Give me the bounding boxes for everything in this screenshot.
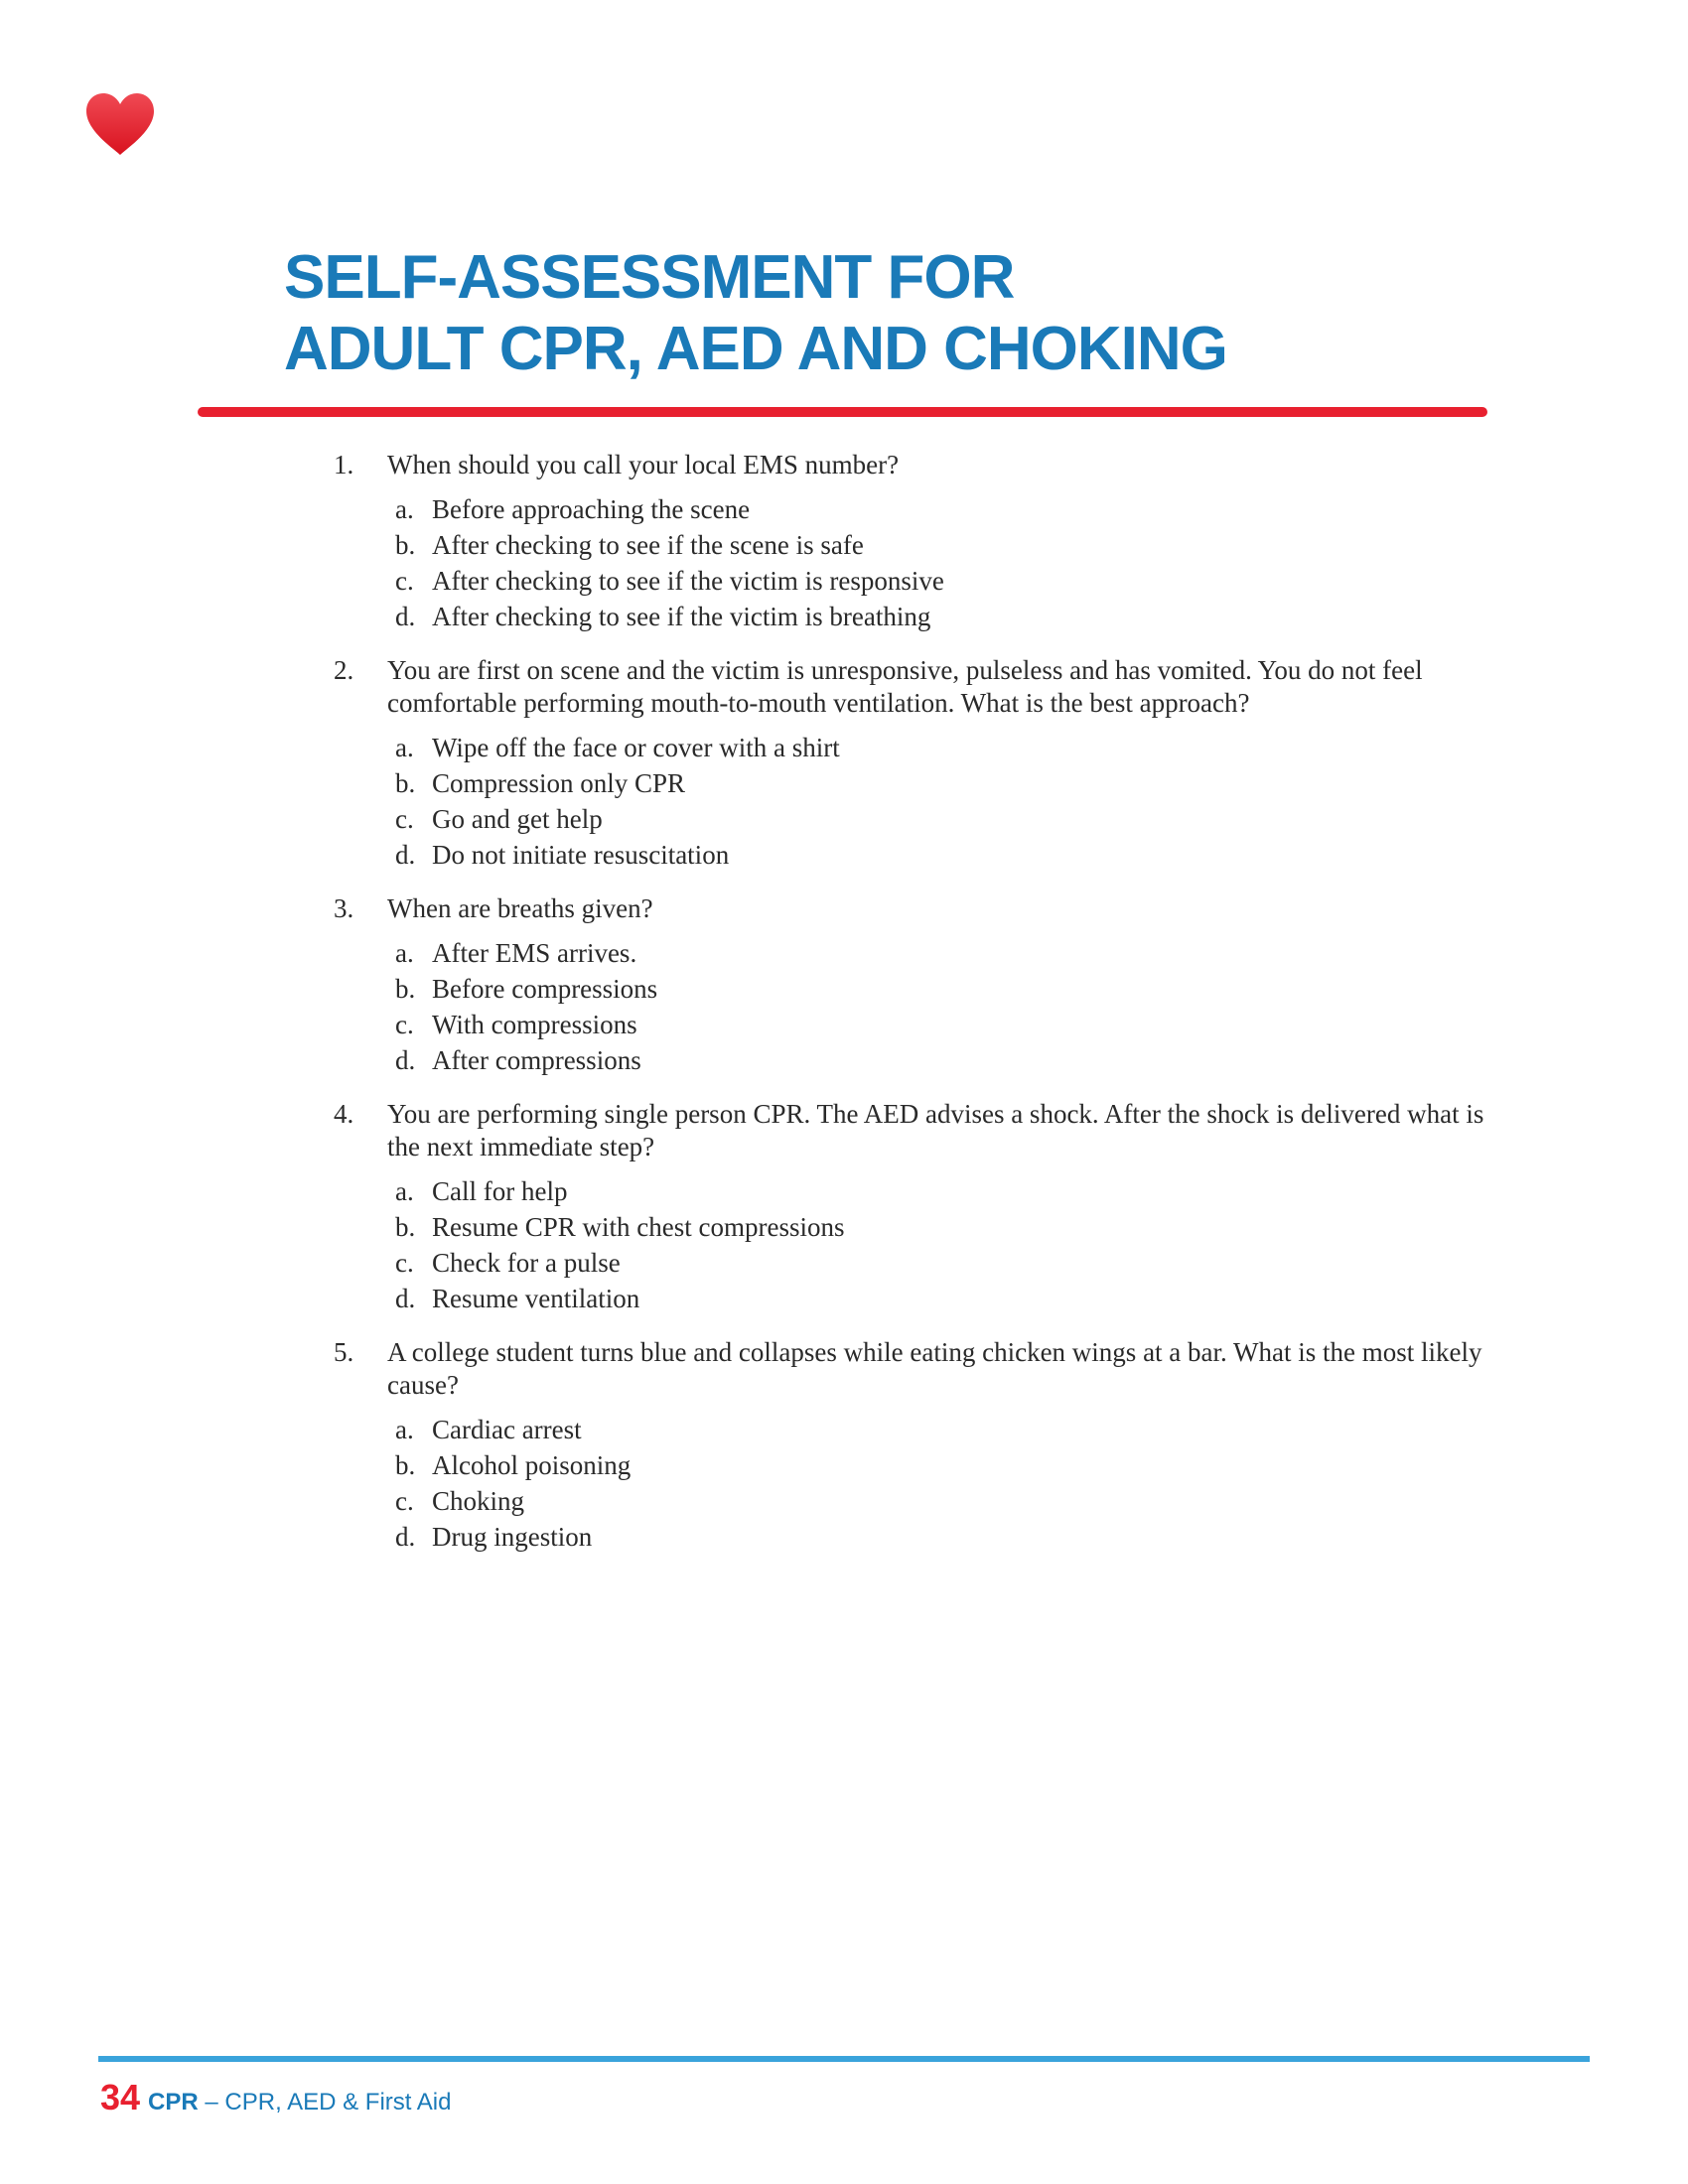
footer-subtitle: – CPR, AED & First Aid: [198, 2089, 452, 2116]
question-3: [334, 892, 1485, 1078]
option-c: [395, 801, 1485, 837]
option-text: Do not initiate resuscitation: [432, 840, 730, 870]
option-text: Call for help: [432, 1176, 568, 1206]
option-text: Wipe off the face or cover with a shirt: [432, 733, 840, 762]
question-2: [334, 654, 1485, 873]
option-text: After checking to see if the scene is safe: [432, 530, 864, 560]
option-text: Drug ingestion: [432, 1522, 593, 1552]
option-b: [395, 971, 1485, 1007]
question-text: You are performing single person CPR. The AED advises a shock. After the shock is delivered what is the next immediate step?: [387, 1099, 1484, 1161]
option-list: [334, 1173, 1485, 1316]
option-letter: b.: [395, 768, 416, 798]
option-text: After EMS arrives.: [432, 938, 637, 968]
question-text: A college student turns blue and collapses while eating chicken wings at a bar. What is the most likely cause?: [387, 1337, 1482, 1400]
page-number: 34: [100, 2077, 141, 2117]
option-d: [395, 837, 1485, 873]
option-letter: d.: [395, 1045, 416, 1075]
option-text: After compressions: [432, 1045, 641, 1075]
option-text: Before compressions: [432, 974, 658, 1004]
option-letter: c.: [395, 1248, 414, 1278]
question-number: 3.: [334, 893, 354, 923]
question-text: When should you call your local EMS number?: [387, 450, 900, 479]
option-letter: d.: [395, 1284, 416, 1313]
option-a: [395, 491, 1485, 527]
option-list: [334, 730, 1485, 873]
option-letter: d.: [395, 602, 416, 631]
option-text: After checking to see if the victim is breathing: [432, 602, 931, 631]
question-4: [334, 1098, 1485, 1316]
option-text: Go and get help: [432, 804, 603, 834]
option-a: [395, 935, 1485, 971]
option-text: Resume CPR with chest compressions: [432, 1212, 845, 1242]
option-letter: d.: [395, 1522, 416, 1552]
option-letter: c.: [395, 566, 414, 596]
page-title: [284, 242, 1476, 385]
option-text: Alcohol poisoning: [432, 1450, 632, 1480]
page-footer: [100, 2077, 451, 2118]
option-text: Cardiac arrest: [432, 1415, 582, 1444]
title-line-2: ADULT CPR, AED AND CHOKING: [284, 315, 1227, 383]
option-letter: a.: [395, 733, 414, 762]
question-5: [334, 1336, 1485, 1555]
option-b: [395, 527, 1485, 563]
option-letter: a.: [395, 1176, 414, 1206]
option-d: [395, 1519, 1485, 1555]
option-list: [334, 935, 1485, 1078]
option-a: [395, 730, 1485, 765]
option-b: [395, 1447, 1485, 1483]
option-text: Compression only CPR: [432, 768, 686, 798]
option-a: [395, 1173, 1485, 1209]
option-letter: a.: [395, 938, 414, 968]
option-letter: b.: [395, 1212, 416, 1242]
option-b: [395, 765, 1485, 801]
footer-divider: [98, 2056, 1590, 2062]
question-number: 1.: [334, 450, 354, 479]
option-b: [395, 1209, 1485, 1245]
option-letter: c.: [395, 804, 414, 834]
option-letter: d.: [395, 840, 416, 870]
option-letter: a.: [395, 494, 414, 524]
option-c: [395, 563, 1485, 599]
option-list: [334, 491, 1485, 634]
option-text: Check for a pulse: [432, 1248, 621, 1278]
question-number: 5.: [334, 1337, 354, 1367]
question-number: 4.: [334, 1099, 354, 1129]
heart-icon: [84, 91, 156, 157]
title-line-1: SELF-ASSESSMENT FOR: [284, 243, 1015, 312]
option-list: [334, 1412, 1485, 1555]
option-a: [395, 1412, 1485, 1447]
option-letter: b.: [395, 1450, 416, 1480]
question-number: 2.: [334, 655, 354, 685]
question-text: You are first on scene and the victim is unresponsive, pulseless and has vomited. You do not feel comfortable performing mouth-to-mouth ventilation. What is the best approach?: [387, 655, 1423, 718]
option-letter: a.: [395, 1415, 414, 1444]
question-text: When are breaths given?: [387, 893, 653, 923]
option-d: [395, 599, 1485, 634]
option-text: With compressions: [432, 1010, 637, 1039]
title-divider: [198, 407, 1487, 417]
option-c: [395, 1245, 1485, 1281]
option-text: After checking to see if the victim is responsive: [432, 566, 944, 596]
question-list: [334, 449, 1485, 1574]
option-letter: b.: [395, 530, 416, 560]
option-text: Resume ventilation: [432, 1284, 640, 1313]
option-c: [395, 1007, 1485, 1042]
option-letter: c.: [395, 1010, 414, 1039]
question-1: [334, 449, 1485, 634]
option-d: [395, 1042, 1485, 1078]
option-letter: b.: [395, 974, 416, 1004]
option-text: Before approaching the scene: [432, 494, 751, 524]
option-letter: c.: [395, 1486, 414, 1516]
footer-section: CPR: [148, 2089, 199, 2116]
option-text: Choking: [432, 1486, 525, 1516]
option-c: [395, 1483, 1485, 1519]
option-d: [395, 1281, 1485, 1316]
